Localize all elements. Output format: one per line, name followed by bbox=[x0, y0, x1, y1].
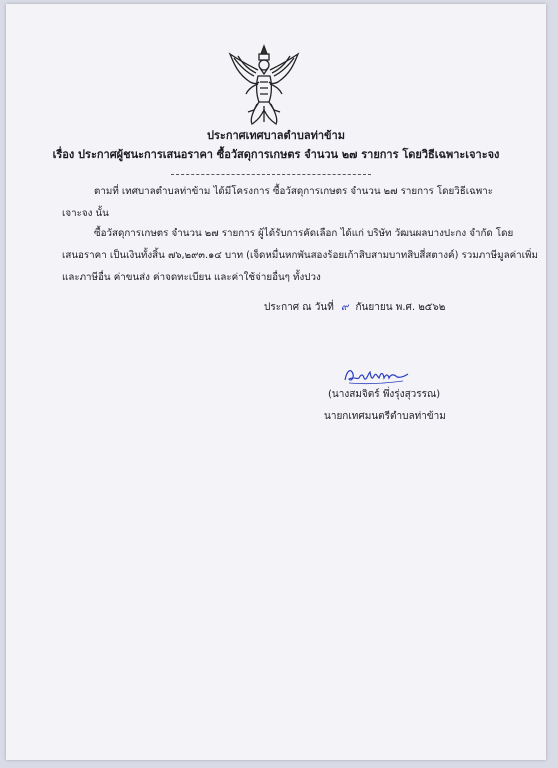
announcement-title: ประกาศเทศบาลตำบลท่าข้าม bbox=[207, 129, 345, 142]
body-line: และภาษีอื่น ค่าขนส่ง ค่าจดทะเบียน และค่าใช้จ่ายอื่นๆ ทั้งปวง bbox=[62, 272, 321, 283]
garuda-emblem-icon bbox=[228, 44, 300, 126]
separator-line bbox=[171, 174, 371, 175]
signature-icon bbox=[341, 362, 411, 388]
date-prefix: ประกาศ ณ วันที่ bbox=[264, 302, 334, 313]
signer-name: (นางสมจิตร์ พึ่งรุ่งสุวรรณ) bbox=[328, 389, 441, 400]
body-line: เสนอราคา เป็นเงินทั้งสิ้น ๗๖,๒๙๓.๑๔ บาท (เจ็ดหมื่นหกพันสองร้อยเก้าสิบสามบาทสิบสี่สตางค์) รวมภาษีมูลค่าเพิ่ม bbox=[62, 250, 538, 261]
announcement-date bbox=[264, 300, 445, 315]
date-month-year: กันยายน พ.ศ. ๒๕๖๒ bbox=[355, 302, 446, 313]
body-line: เจาะจง นั้น bbox=[62, 208, 109, 219]
signer-title: นายกเทศมนตรีตำบลท่าข้าม bbox=[324, 411, 446, 422]
subject-line: เรื่อง ประกาศผู้ชนะการเสนอราคา ซื้อวัสดุการเกษตร จำนวน ๒๗ รายการ โดยวิธีเฉพาะเจาะจง bbox=[52, 148, 500, 161]
body-line: ตามที่ เทศบาลตำบลท่าข้าม ได้มีโครงการ ซื้อวัสดุการเกษตร จำนวน ๒๗ รายการ โดยวิธีเฉพาะ bbox=[94, 186, 494, 197]
document-page bbox=[6, 4, 546, 760]
body-line: ซื้อวัสดุการเกษตร จำนวน ๒๗ รายการ ผู้ได้รับการคัดเลือก ได้แก่ บริษัท วัฒนผลบางปะกง จำกัด โดย bbox=[94, 228, 514, 239]
date-day: ๙ bbox=[340, 302, 349, 313]
